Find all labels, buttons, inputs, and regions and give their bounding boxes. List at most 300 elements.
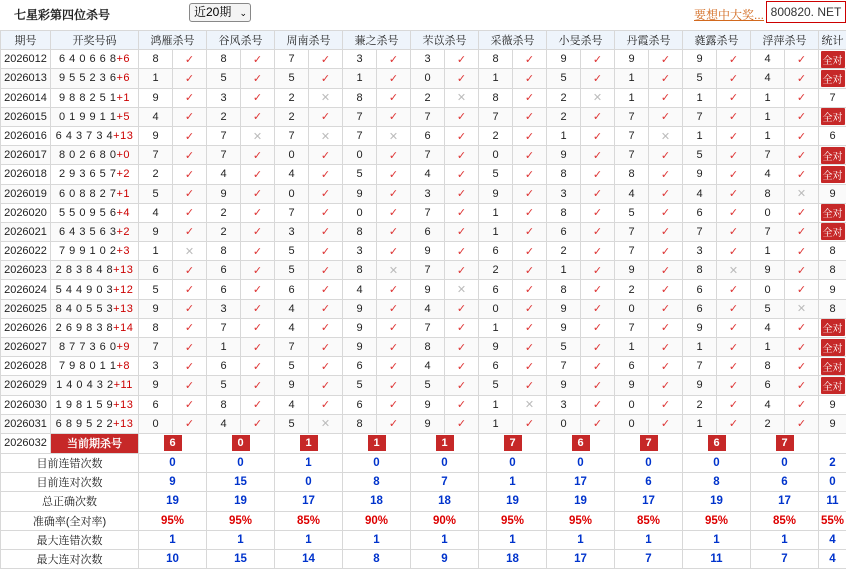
stat-count: 9 (829, 398, 836, 411)
kill-number: 7 (615, 146, 649, 165)
check-icon: ✓ (456, 53, 467, 66)
draw-cell (51, 50, 139, 69)
kill-number: 7 (139, 338, 173, 357)
result-mark (309, 299, 343, 318)
check-icon: ✓ (592, 245, 603, 258)
check-icon: ✓ (456, 207, 467, 220)
kill-number: 9 (343, 338, 377, 357)
kill-number: 3 (275, 222, 309, 241)
kill-number: 8 (547, 280, 581, 299)
draw-sum: +0 (116, 149, 131, 162)
kill-number: 2 (615, 280, 649, 299)
result-mark (309, 165, 343, 184)
header-expert: 浮萍杀号 (751, 31, 819, 50)
draw-cell (51, 376, 139, 395)
stat-value: 95% (683, 511, 751, 530)
result-mark (581, 414, 615, 433)
check-icon: ✓ (524, 303, 535, 316)
table-row (1, 261, 846, 280)
check-icon: ✓ (796, 284, 807, 297)
stat-value: 18 (411, 492, 479, 511)
table-row (1, 299, 846, 318)
check-icon: ✓ (320, 207, 331, 220)
kill-number: 9 (343, 299, 377, 318)
draw-numbers: 9 5 5 2 3 6 (58, 72, 117, 85)
kill-number: 1 (751, 242, 785, 261)
result-mark (717, 222, 751, 241)
kill-number: 9 (139, 126, 173, 145)
kill-number: 1 (479, 222, 513, 241)
kill-number: 9 (343, 184, 377, 203)
check-icon: ✓ (592, 341, 603, 354)
stat-value: 17 (615, 492, 683, 511)
current-kill-cell (547, 433, 615, 453)
draw-numbers: 7 9 8 0 1 1 (58, 360, 117, 373)
check-icon: ✓ (728, 188, 739, 201)
result-mark (377, 50, 411, 69)
stat-value: 1 (275, 530, 343, 549)
cross-icon: ✕ (320, 92, 331, 105)
check-icon: ✓ (456, 130, 467, 143)
result-mark (173, 126, 207, 145)
kill-number: 4 (751, 165, 785, 184)
result-mark (649, 280, 683, 299)
kill-number: 2 (207, 222, 241, 241)
result-mark (785, 242, 819, 261)
result-mark (717, 146, 751, 165)
check-icon: ✓ (524, 92, 535, 105)
kill-number: 1 (139, 242, 173, 261)
issue-cell: 2026018 (1, 165, 51, 184)
stat-value: 19 (479, 492, 547, 511)
draw-sum: +12 (113, 283, 134, 296)
check-icon: ✓ (184, 149, 195, 162)
check-icon: ✓ (660, 284, 671, 297)
cross-icon: ✕ (796, 188, 807, 201)
check-icon: ✓ (660, 418, 671, 431)
kill-number: 5 (479, 376, 513, 395)
all-correct-badge: 全对 (821, 166, 845, 183)
result-mark (445, 338, 479, 357)
kill-number: 5 (683, 146, 717, 165)
check-icon: ✓ (728, 72, 739, 85)
check-icon: ✓ (524, 168, 535, 181)
stat-value: 0 (207, 453, 275, 472)
result-mark (785, 107, 819, 126)
kill-number: 5 (615, 203, 649, 222)
result-mark (649, 50, 683, 69)
all-correct-badge: 全对 (821, 147, 845, 164)
stat-value: 8 (343, 473, 411, 492)
all-correct-badge: 全对 (821, 358, 845, 375)
kill-number: 1 (751, 88, 785, 107)
kill-number: 9 (547, 146, 581, 165)
current-kill-cell (207, 433, 275, 453)
check-icon: ✓ (796, 226, 807, 239)
current-kill-cell (479, 433, 547, 453)
stat-value: 19 (207, 492, 275, 511)
kill-number: 7 (751, 222, 785, 241)
result-mark (309, 126, 343, 145)
result-mark (173, 395, 207, 414)
kill-number: 4 (615, 184, 649, 203)
table-row (1, 376, 846, 395)
kill-number: 2 (547, 242, 581, 261)
stat-row (1, 530, 846, 549)
stat-value: 1 (547, 530, 615, 549)
kill-number: 7 (615, 107, 649, 126)
check-icon: ✓ (252, 188, 263, 201)
result-mark (717, 107, 751, 126)
result-mark (173, 88, 207, 107)
draw-sum: +1 (116, 187, 131, 200)
check-icon: ✓ (252, 418, 263, 431)
result-mark (649, 69, 683, 88)
result-mark (785, 50, 819, 69)
kill-number: 6 (139, 395, 173, 414)
kill-number: 2 (411, 88, 445, 107)
check-icon: ✓ (796, 92, 807, 105)
result-mark (173, 146, 207, 165)
check-icon: ✓ (592, 379, 603, 392)
result-mark (785, 126, 819, 145)
kill-number: 3 (411, 50, 445, 69)
result-mark (717, 242, 751, 261)
kill-number: 0 (275, 184, 309, 203)
check-icon: ✓ (388, 284, 399, 297)
check-icon: ✓ (252, 226, 263, 239)
result-mark (173, 299, 207, 318)
kill-number: 7 (479, 107, 513, 126)
kill-number: 7 (615, 222, 649, 241)
check-icon: ✓ (796, 53, 807, 66)
kill-number: 9 (683, 376, 717, 395)
kill-number: 6 (411, 222, 445, 241)
top-bar (0, 0, 846, 28)
result-mark (785, 261, 819, 280)
kill-number: 4 (275, 318, 309, 337)
stat-cell (819, 69, 846, 88)
check-icon: ✓ (524, 322, 535, 335)
kill-number: 0 (615, 395, 649, 414)
kill-number: 9 (683, 318, 717, 337)
site-badge[interactable]: 800820. NET (766, 1, 846, 23)
stat-value: 85% (615, 511, 683, 530)
check-icon: ✓ (524, 111, 535, 124)
check-icon: ✓ (320, 245, 331, 258)
stat-cell (819, 299, 846, 318)
stat-label: 准确率(全对率) (1, 511, 139, 530)
check-icon: ✓ (524, 53, 535, 66)
stat-value: 0 (343, 453, 411, 472)
result-mark (309, 261, 343, 280)
draw-numbers: 6 0 8 8 2 7 (58, 187, 117, 200)
kill-number: 1 (683, 414, 717, 433)
result-mark (581, 184, 615, 203)
result-mark (445, 414, 479, 433)
check-icon: ✓ (524, 226, 535, 239)
kill-number: 1 (479, 203, 513, 222)
check-icon: ✓ (184, 360, 195, 373)
check-icon: ✓ (524, 188, 535, 201)
kill-number: 9 (615, 376, 649, 395)
issue-cell: 2026019 (1, 184, 51, 203)
kill-number: 0 (275, 146, 309, 165)
draw-numbers: 8 0 2 6 8 0 (58, 149, 117, 162)
draw-numbers: 2 8 3 8 4 8 (55, 264, 114, 277)
result-mark (173, 318, 207, 337)
check-icon: ✓ (184, 322, 195, 335)
check-icon: ✓ (660, 226, 671, 239)
check-icon: ✓ (184, 303, 195, 316)
draw-cell (51, 280, 139, 299)
check-icon: ✓ (320, 111, 331, 124)
kill-number: 6 (207, 280, 241, 299)
result-mark (445, 165, 479, 184)
cross-icon: ✕ (320, 418, 331, 431)
kill-number: 9 (139, 88, 173, 107)
result-mark (581, 69, 615, 88)
issue-cell: 2026023 (1, 261, 51, 280)
table-row (1, 414, 846, 433)
result-mark (445, 299, 479, 318)
check-icon: ✓ (796, 379, 807, 392)
draw-numbers: 5 4 4 9 0 3 (55, 283, 114, 296)
kill-number: 9 (139, 222, 173, 241)
current-kill-number: 7 (776, 435, 794, 451)
current-label: 当前期杀号 (51, 433, 139, 453)
kill-number: 4 (275, 395, 309, 414)
result-mark (309, 338, 343, 357)
kill-number: 8 (207, 50, 241, 69)
check-icon: ✓ (728, 284, 739, 297)
stat-count: 8 (829, 302, 836, 315)
stat-value: 14 (275, 549, 343, 568)
check-icon: ✓ (388, 379, 399, 392)
check-icon: ✓ (252, 149, 263, 162)
draw-sum: +11 (113, 379, 133, 392)
check-icon: ✓ (524, 207, 535, 220)
result-mark (377, 107, 411, 126)
check-icon: ✓ (184, 399, 195, 412)
check-icon: ✓ (252, 53, 263, 66)
check-icon: ✓ (592, 188, 603, 201)
kill-number: 5 (683, 69, 717, 88)
check-icon: ✓ (184, 168, 195, 181)
issue-cell: 2026031 (1, 414, 51, 433)
kill-number: 9 (411, 280, 445, 299)
check-icon: ✓ (796, 360, 807, 373)
check-icon: ✓ (184, 264, 195, 277)
stat-row (1, 453, 846, 472)
result-mark (513, 242, 547, 261)
draw-sum: +6 (116, 72, 131, 85)
result-mark (309, 50, 343, 69)
check-icon: ✓ (728, 245, 739, 258)
promo-link[interactable]: 要想中大奖... (694, 8, 765, 22)
stat-value: 11 (683, 549, 751, 568)
stat-count: 7 (829, 91, 836, 104)
all-correct-badge: 全对 (821, 108, 845, 125)
result-mark (377, 222, 411, 241)
check-icon: ✓ (456, 149, 467, 162)
stat-value: 15 (207, 473, 275, 492)
table-header (1, 31, 846, 50)
check-icon: ✓ (320, 149, 331, 162)
check-icon: ✓ (592, 130, 603, 143)
kill-number: 6 (751, 376, 785, 395)
result-mark (513, 146, 547, 165)
kill-number: 5 (343, 376, 377, 395)
check-icon: ✓ (592, 168, 603, 181)
check-icon: ✓ (796, 418, 807, 431)
result-mark (649, 203, 683, 222)
check-icon: ✓ (388, 111, 399, 124)
stat-row (1, 473, 846, 492)
period-select[interactable] (189, 3, 251, 22)
check-icon: ✓ (524, 130, 535, 143)
result-mark (785, 280, 819, 299)
check-icon: ✓ (252, 341, 263, 354)
issue-cell: 2026015 (1, 107, 51, 126)
check-icon: ✓ (524, 149, 535, 162)
result-mark (173, 69, 207, 88)
check-icon: ✓ (660, 53, 671, 66)
result-mark (581, 357, 615, 376)
stat-label: 目前连错次数 (1, 453, 139, 472)
stat-cell (819, 50, 846, 69)
result-mark (513, 88, 547, 107)
cross-icon: ✕ (728, 264, 739, 277)
stat-extra: 4 (819, 549, 846, 568)
check-icon: ✓ (660, 399, 671, 412)
kill-number: 8 (207, 395, 241, 414)
check-icon: ✓ (252, 379, 263, 392)
kill-number: 5 (207, 376, 241, 395)
stat-value: 95% (207, 511, 275, 530)
cross-icon: ✕ (388, 130, 399, 143)
stat-value: 17 (547, 549, 615, 568)
stat-row (1, 511, 846, 530)
result-mark (377, 184, 411, 203)
check-icon: ✓ (320, 168, 331, 181)
result-mark (717, 88, 751, 107)
kill-number: 9 (411, 414, 445, 433)
check-icon: ✓ (456, 322, 467, 335)
check-icon: ✓ (592, 284, 603, 297)
table-row (1, 395, 846, 414)
stat-value: 0 (275, 473, 343, 492)
check-icon: ✓ (728, 418, 739, 431)
result-mark (173, 50, 207, 69)
result-mark (173, 222, 207, 241)
kill-number: 9 (615, 50, 649, 69)
check-icon: ✓ (388, 245, 399, 258)
check-icon: ✓ (252, 264, 263, 277)
kill-number: 9 (343, 318, 377, 337)
kill-number: 1 (683, 338, 717, 357)
result-mark (445, 146, 479, 165)
stat-value: 95% (547, 511, 615, 530)
draw-cell (51, 242, 139, 261)
draw-sum: +13 (113, 130, 134, 143)
check-icon: ✓ (796, 264, 807, 277)
stat-value: 0 (751, 453, 819, 472)
kill-number: 1 (751, 107, 785, 126)
stat-cell (819, 107, 846, 126)
result-mark (377, 146, 411, 165)
stat-cell (819, 318, 846, 337)
draw-cell (51, 395, 139, 414)
result-mark (785, 69, 819, 88)
kill-number: 3 (343, 50, 377, 69)
stat-count: 9 (829, 417, 836, 430)
check-icon: ✓ (728, 111, 739, 124)
kill-number: 8 (615, 165, 649, 184)
draw-sum: +3 (116, 245, 131, 258)
kill-number: 1 (683, 88, 717, 107)
current-kill-cell (139, 433, 207, 453)
result-mark (445, 357, 479, 376)
result-mark (241, 50, 275, 69)
kill-number: 5 (547, 338, 581, 357)
check-icon: ✓ (524, 418, 535, 431)
result-mark (241, 146, 275, 165)
current-issue: 2026032 (1, 433, 51, 453)
check-icon: ✓ (320, 53, 331, 66)
draw-sum: +5 (116, 110, 131, 123)
kill-number: 3 (207, 299, 241, 318)
stat-row (1, 492, 846, 511)
kill-number: 8 (343, 222, 377, 241)
stat-cell (819, 184, 846, 203)
result-mark (241, 357, 275, 376)
check-icon: ✓ (592, 72, 603, 85)
stat-value: 15 (207, 549, 275, 568)
result-mark (445, 69, 479, 88)
kill-number: 1 (751, 126, 785, 145)
stat-cell (819, 376, 846, 395)
kill-number: 9 (411, 395, 445, 414)
check-icon: ✓ (592, 399, 603, 412)
result-mark (513, 395, 547, 414)
draw-cell (51, 107, 139, 126)
stat-value: 19 (683, 492, 751, 511)
kill-number: 1 (479, 318, 513, 337)
table-row (1, 318, 846, 337)
stat-cell (819, 222, 846, 241)
result-mark (513, 107, 547, 126)
cross-icon: ✕ (184, 245, 195, 258)
table-row (1, 126, 846, 145)
result-mark (445, 203, 479, 222)
check-icon: ✓ (388, 360, 399, 373)
result-mark (309, 146, 343, 165)
kill-number: 1 (343, 69, 377, 88)
kill-number: 7 (547, 357, 581, 376)
result-mark (241, 376, 275, 395)
check-icon: ✓ (252, 303, 263, 316)
kill-number: 3 (139, 357, 173, 376)
check-icon: ✓ (660, 72, 671, 85)
kill-number: 0 (751, 203, 785, 222)
kill-number: 1 (139, 69, 173, 88)
check-icon: ✓ (796, 168, 807, 181)
stat-cell (819, 414, 846, 433)
check-icon: ✓ (320, 322, 331, 335)
draw-numbers: 5 5 0 9 5 6 (58, 206, 117, 219)
table-row (1, 222, 846, 241)
